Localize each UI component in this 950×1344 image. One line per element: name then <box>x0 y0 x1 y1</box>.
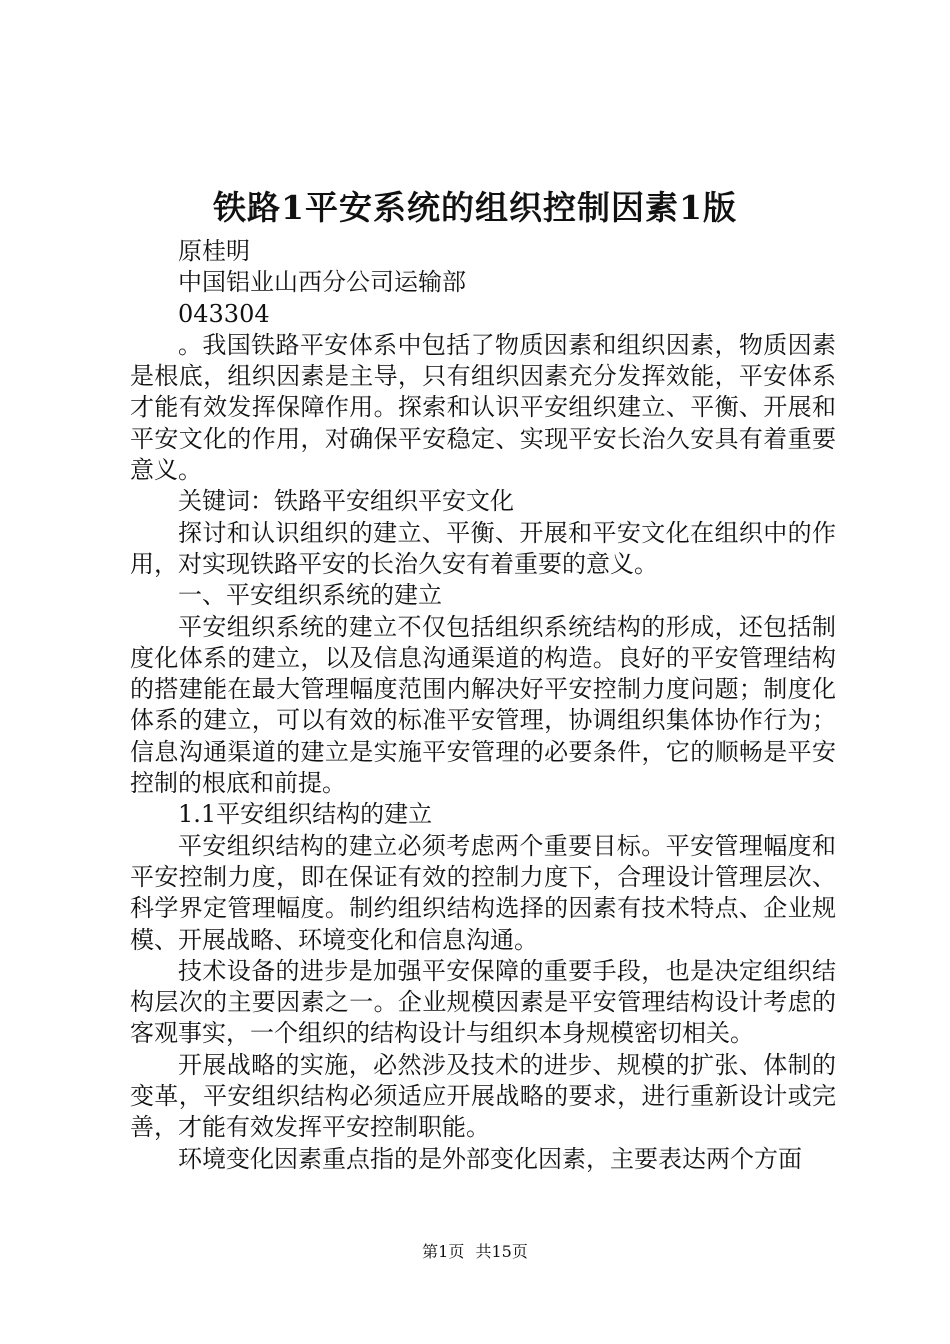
document-body <box>130 236 836 1175</box>
body-paragraph: 平安组织结构的建立必须考虑两个重要目标。平安管理幅度和平安控制力度，即在保证有效的控制力度下，合理设计管理层次、科学界定管理幅度。制约组织结构选择的因素有技术特点、企业规模、开展战略、环境变化和信息沟通。 <box>130 831 836 954</box>
page-total: 共15页 <box>475 1242 528 1261</box>
page-footer <box>0 1240 950 1264</box>
body-paragraph: 技术设备的进步是加强平安保障的重要手段，也是决定组织结构层次的主要因素之一。企业规模因素是平安管理结构设计考虑的客观事实，一个组织的结构设计与组织本身规模密切相关。 <box>130 956 836 1048</box>
section-heading: 一、平安组织系统的建立 <box>178 581 442 610</box>
page-number: 第1页 <box>422 1242 465 1261</box>
intro-paragraph: 探讨和认识组织的建立、平衡、开展和平安文化在组织中的作用，对实现铁路平安的长治久安有着重要的意义。 <box>130 518 836 578</box>
subsection-heading: 1.1平安组织结构的建立 <box>178 800 433 829</box>
body-paragraph: 平安组织系统的建立不仅包括组织系统结构的形成，还包括制度化体系的建立，以及信息沟通渠道的构造。良好的平安管理结构的搭建能在最大管理幅度范围内解决好平安控制力度问题；制度化体系的建立，可以有效的标准平安管理，协调组织集体协作行为；信息沟通渠道的建立是实施平安管理的必要条件，它的顺畅是平安控制的根底和前提。 <box>130 612 836 798</box>
postal-code: 043304 <box>178 299 270 328</box>
body-paragraph: 环境变化因素重点指的是外部变化因素，主要表达两个方面 <box>178 1144 802 1173</box>
author-name: 原桂明 <box>178 237 250 265</box>
keywords-line: 关键词：铁路平安组织平安文化 <box>178 487 514 516</box>
abstract-paragraph: 。我国铁路平安体系中包括了物质因素和组织因素，物质因素是根底，组织因素是主导，只有组织因素充分发挥效能，平安体系才能有效发挥保障作用。探索和认识平安组织建立、平衡、开展和平安文化的作用，对确保平安稳定、实现平安长治久安具有着重要意义。 <box>130 330 836 485</box>
document-title: 铁路1平安系统的组织控制因素1版 <box>213 188 737 227</box>
body-paragraph: 开展战略的实施，必然涉及技术的进步、规模的扩张、体制的变革，平安组织结构必须适应开展战略的要求，进行重新设计或完善，才能有效发挥平安控制职能。 <box>130 1050 836 1142</box>
author-affiliation: 中国铝业山西分公司运输部 <box>178 268 466 297</box>
